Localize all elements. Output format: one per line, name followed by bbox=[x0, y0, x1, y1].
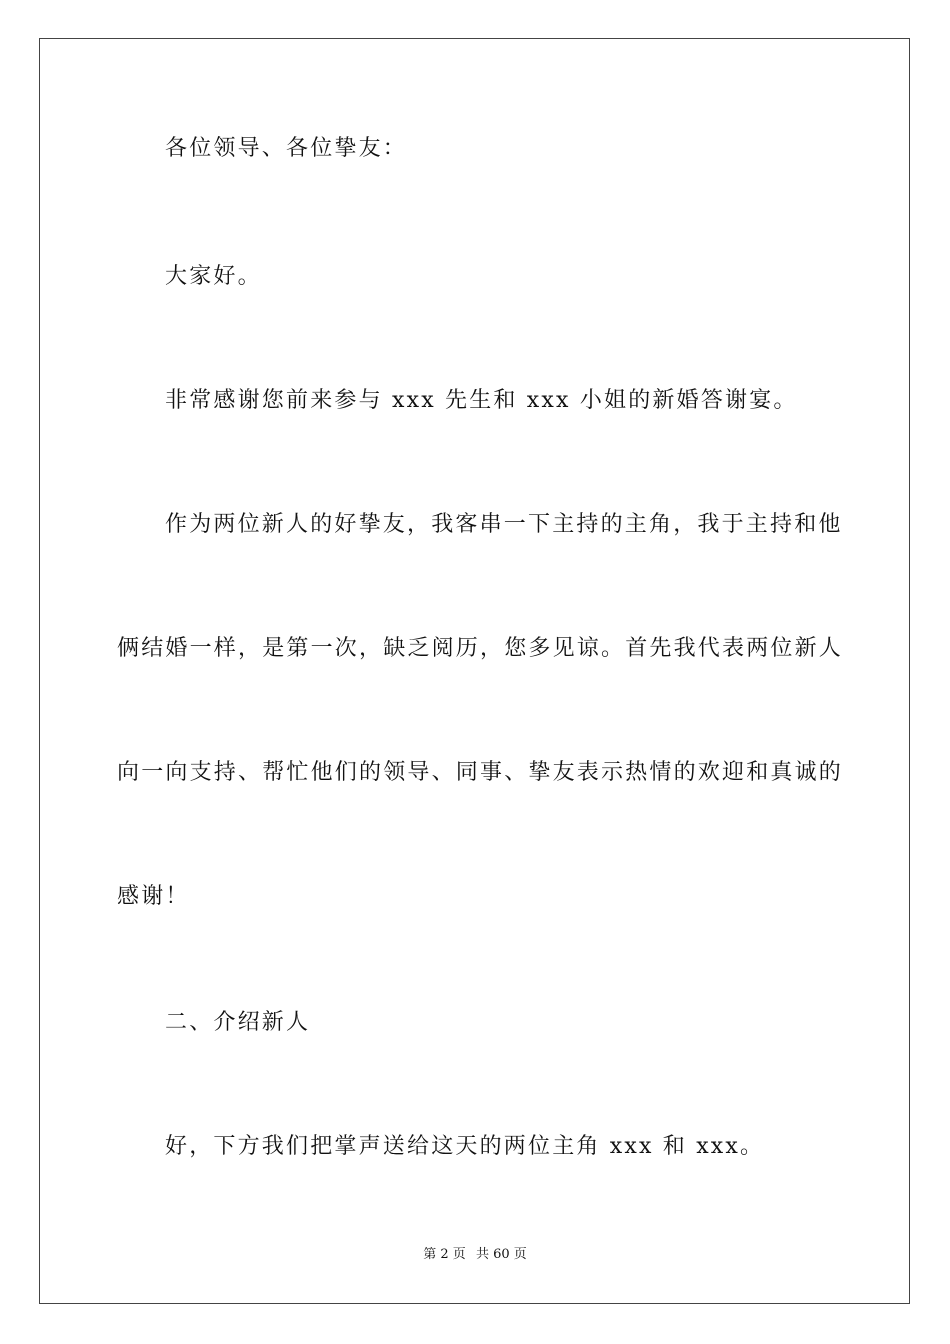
greeting-line: 大家好。 bbox=[165, 264, 262, 289]
page-total: 共 60 页 bbox=[475, 1247, 527, 1262]
section-heading: 二、介绍新人 bbox=[165, 1010, 311, 1035]
page-number: 第 2 页 bbox=[423, 1247, 466, 1262]
salutation-line: 各位领导、各位挚友： bbox=[165, 136, 408, 161]
page-border bbox=[39, 38, 910, 1304]
paragraph-line: 向一向支持、帮忙他们的领导、同事、挚友表示热情的欢迎和真诚的 bbox=[117, 760, 844, 785]
paragraph-line: 好，下方我们把掌声送给这天的两位主角 xxx 和 xxx。 bbox=[165, 1134, 765, 1159]
page-footer bbox=[0, 1246, 950, 1264]
paragraph-line: 感谢！ bbox=[117, 884, 190, 909]
paragraph-line: 作为两位新人的好挚友，我客串一下主持的主角，我于主持和他 bbox=[165, 512, 843, 537]
thanks-line: 非常感谢您前来参与 xxx 先生和 xxx 小姐的新婚答谢宴。 bbox=[165, 388, 798, 413]
paragraph-line: 俩结婚一样，是第一次，缺乏阅历，您多见谅。首先我代表两位新人 bbox=[117, 636, 844, 661]
